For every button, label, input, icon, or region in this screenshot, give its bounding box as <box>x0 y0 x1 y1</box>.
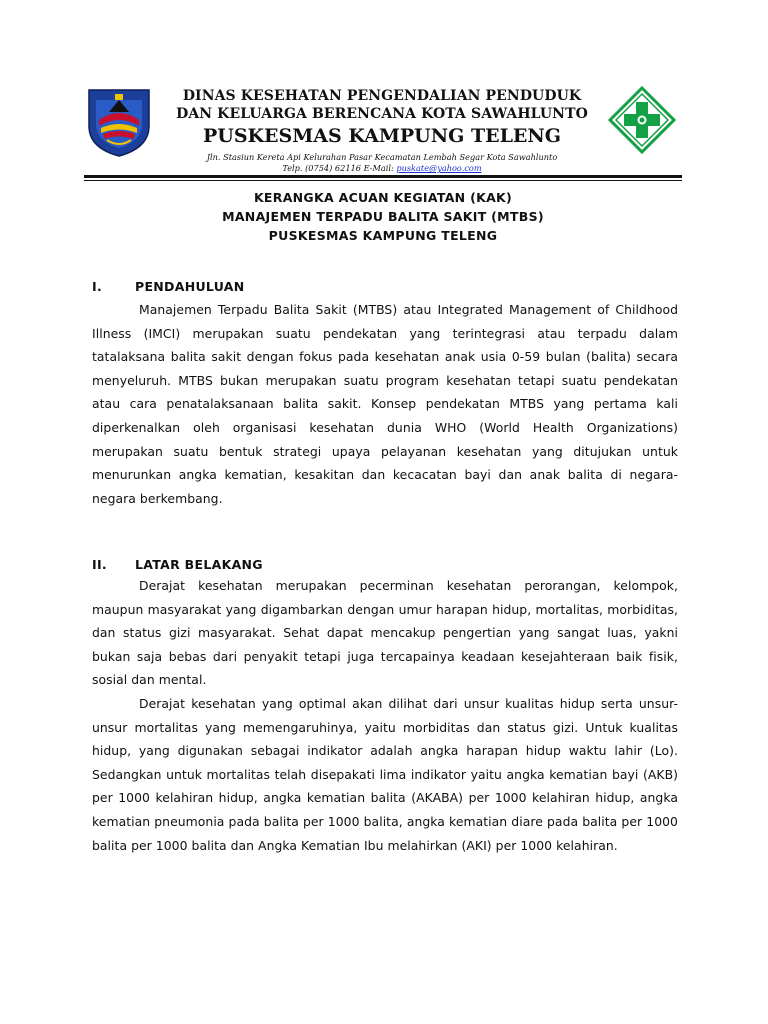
section-number: II. <box>92 557 107 572</box>
paragraph-latar-belakang-2: Derajat kesehatan yang optimal akan dilihat dari unsur kualitas hidup serta unsur-unsur mortalitas yang memengaruhinya, yaitu morbiditas dan status gizi. Untuk kualitas hidup, yang digunakan sebagai indikator adalah angka harapan hidup waktu lahir (Lo). Sedangkan untuk mortalitas telah disepakati lima indikator yaitu angka kematian bayi (AKB) per 1000 kelahiran hidup, angka kematian balita (AKABA) per 1000 kelahiran hidup, angka kematian pneumonia pada balita per 1000 balita, angka kematian diare pada balita per 1000 balita per 1000 balita dan Angka Kematian Ibu melahirkan (AKI) per 1000 kelahiran. <box>92 696 678 853</box>
puskesmas-cross-icon <box>608 86 676 154</box>
contact-line <box>160 163 604 174</box>
letterhead-rule-thick <box>84 175 682 178</box>
paragraph-latar-belakang-1: Derajat kesehatan merupakan pecerminan kesehatan perorangan, kelompok, maupun masyarakat yang digambarkan dengan umur harapan hidup, mortalitas, morbiditas, dan status gizi masyarakat. Sehat dapat mencakup pengertian yang sangat luas, yakni bukan saja bebas dari penyakit tetapi juga tercapainya keadaan kesejahteraan baik fisik, sosial dan mental. <box>92 578 678 688</box>
letterhead-rule-thin <box>84 180 682 181</box>
letterhead <box>84 82 682 182</box>
title-line2: MANAJEMEN TERPADU BALITA SAKIT (MTBS) <box>222 209 544 224</box>
agency-name-line1: DINAS KESEHATAN PENGENDALIAN PENDUDUK <box>182 88 582 104</box>
email-link[interactable]: puskate@yahoo.com <box>396 163 482 173</box>
section-heading-latar-belakang <box>92 556 263 574</box>
phone-text: Telp. (0754) 62116 E-Mail: <box>282 163 397 173</box>
document-title <box>84 188 682 245</box>
city-emblem-icon <box>87 86 151 158</box>
section-title: PENDAHULUAN <box>135 279 245 294</box>
section-title: LATAR BELAKANG <box>135 557 263 572</box>
section-number: I. <box>92 279 102 294</box>
title-line1: KERANGKA ACUAN KEGIATAN (KAK) <box>253 190 513 205</box>
agency-name-line2: DAN KELUARGA BERENCANA KOTA SAWAHLUNTO <box>176 106 588 122</box>
letterhead-text <box>160 82 604 174</box>
address: Jln. Stasiun Kereta Api Kelurahan Pasar Kecamatan Lembah Segar Kota Sawahlunto <box>206 152 558 162</box>
section-heading-pendahuluan <box>92 278 245 296</box>
title-line3: PUSKESMAS KAMPUNG TELENG <box>268 228 498 243</box>
paragraph-pendahuluan: Manajemen Terpadu Balita Sakit (MTBS) atau Integrated Management of Childhood Illness (IMCI) merupakan suatu pendekatan yang terintegrasi atau terpadu dalam tatalaksana balita sakit dengan fokus pada kesehatan anak usia 0-59 bulan (balita) secara menyeluruh. MTBS bukan merupakan suatu program kesehatan tetapi suatu pendekatan atau cara penatalaksanaan balita sakit. Konsep pendekatan MTBS yang pertama kali diperkenalkan oleh organisasi kesehatan dunia WHO (World Health Organizations) merupakan suatu bentuk strategi upaya pelayanan kesehatan yang ditujukan untuk menurunkan angka kematian, kesakitan dan kecacatan bayi dan anak balita di negara-negara berkembang. <box>92 302 678 506</box>
puskesmas-name: PUSKESMAS KAMPUNG TELENG <box>202 125 562 147</box>
